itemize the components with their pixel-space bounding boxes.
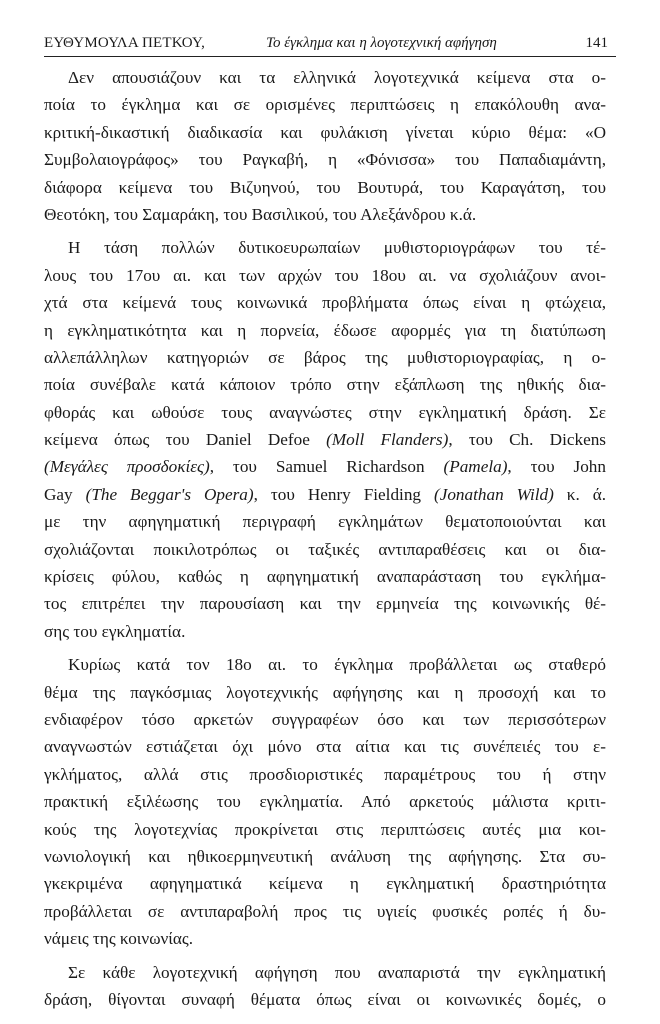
book-title-great-expectations: (Μεγάλες προσδοκίες) (44, 457, 210, 477)
text-run: , του Henry Fielding (253, 484, 434, 504)
header-title: Το έγκλημα και η λογοτεχνική αφήγηση (266, 35, 497, 51)
text-line: Συμβολαιογράφος» του Ραγκαβή, η «Φόνισσα» του Παπαδιαμάντη, (44, 150, 606, 170)
book-title-pamela: (Pamela) (443, 457, 508, 477)
text-line: σης του εγκληματία. (44, 621, 186, 641)
text-line: κούς της λογοτεχνίας προκρίνεται στις περιπτώσεις αυτές μια κοι- (44, 819, 606, 839)
text-run: Gay (44, 484, 86, 504)
text-line: δράση, θίγονται συναφή θέματα όπως είναι οι κοινωνικές δομές, ο (44, 989, 606, 1009)
text-line: λους του 17ου αι. και των αρχών του 18ου αι. να σχολιάζουν ανοι- (44, 265, 606, 285)
body-text (44, 64, 606, 1013)
text-line: αναγνωστών εστιάζεται όχι μόνο στα αίτια και τις συνέπειές του ε- (44, 737, 606, 757)
text-line: νάμεις της κοινωνίας. (44, 929, 194, 949)
running-header (44, 32, 616, 57)
text-line: πρακτική εξιλέωσης του εγκληματία. Από αρκετούς μάλιστα κριτι- (44, 792, 606, 812)
book-title-beggars-opera: (The Beggar's Opera) (85, 484, 254, 504)
text-line: η εγκληματικότητα και η πορνεία, έδωσε αφορμές για τη διατύπωση (44, 320, 606, 340)
text-line: ποία συνέβαλε κατά κάποιον τρόπο στην εξάπλωση της ηθικής δια- (44, 375, 606, 395)
text-line: τος επιτρέπει την παρουσίαση και την ερμηνεία της κοινωνικής θέ- (44, 594, 606, 614)
text-line: Σε κάθε λογοτεχνική αφήγηση που αναπαριστά την εγκληματική (68, 962, 606, 982)
header-author: ΕΥΘΥΜΟΥΛΑ ΠΕΤΚΟΥ, (44, 35, 206, 51)
text-line: νωνιολογική και ηθικοερμηνευτική ανάλυση της αφήγησης. Στα συ- (44, 846, 606, 866)
text-run: , του Ch. Dickens (448, 430, 606, 450)
text-line (44, 426, 606, 453)
text-line: Κυρίως κατά τον 18ο αι. το έγκλημα προβάλλεται ως σταθερό (68, 655, 606, 675)
text-line: σχολιάζονται ποικιλοτρόπως οι ταξικές αντιπαραθέσεις και οι δια- (44, 539, 606, 559)
text-line: ποία το έγκλημα και σε ορισμένες περιπτώσεις η επακόλουθη ανα- (44, 95, 606, 115)
text-line: χτά στα κείμενά τους κοινωνικά προβλήματα όπως είναι η φτώχεια, (44, 293, 606, 313)
paragraph-3 (44, 651, 606, 952)
book-title-jonathan-wild: (Jonathan Wild) (433, 484, 554, 504)
text-line (44, 481, 606, 508)
text-run: κ. ά. (553, 484, 606, 504)
paragraph-4 (44, 959, 606, 1014)
book-title-moll-flanders: (Moll Flanders) (326, 430, 449, 450)
text-line: ενδιαφέρον τόσο αρκετών συγγραφέων όσο και των περισσότερων (44, 709, 606, 729)
text-run: , του Samuel Richardson (209, 457, 444, 477)
text-line: Η τάση πολλών δυτικοευρωπαίων μυθιστοριογράφων του τέ- (68, 238, 606, 258)
text-line: με την αφηγηματική περιγραφή εγκλημάτων θεματοποιούνται και (44, 512, 606, 532)
text-line: αλλεπάλληλων κατηγοριών σε βάρος της μυθιστοριογραφίας, η ο- (44, 347, 606, 367)
text-line: προβάλλεται σε αντιπαραβολή προς τις υγιείς φυσικές ροπές ή δυ- (44, 901, 606, 921)
text-line (44, 453, 606, 480)
paragraph-1 (44, 64, 606, 228)
text-line: Δεν απουσιάζουν και τα ελληνικά λογοτεχνικά κείμενα στα ο- (68, 68, 606, 87)
text-line: φθοράς και ωθούσε τους αναγνώστες στην εγκληματική δράση. Σε (44, 402, 606, 422)
text-line: Θεοτόκη, του Σαμαράκη, του Βασιλικού, του Αλεξάνδρου κ.ά. (44, 204, 477, 224)
text-line: κρίσεις φύλου, καθώς η αφηγηματική αναπαράσταση του εγκλήμα- (44, 567, 606, 587)
text-run: , του John (507, 457, 606, 477)
paragraph-2 (44, 234, 606, 645)
page-number: 141 (585, 35, 608, 51)
text-run: κείμενα όπως του Daniel Defoe (44, 430, 327, 450)
text-line: θέμα της παγκόσμιας λογοτεχνικής αφήγησης και η προσοχή και το (44, 682, 606, 702)
text-line: διάφορα κείμενα του Βιζυηνού, του Βουτυρά, του Καραγάτση, του (44, 177, 606, 197)
text-line: γκεκριμένα αφηγηματικά κείμενα η εγκληματική δραστηριότητα (44, 874, 606, 894)
text-line: κριτική-δικαστική διαδικασία και φυλάκιση γίνεται κύριο θέμα: «Ο (44, 122, 606, 142)
text-line: γκλήματος, αλλά στις προσδιοριστικές παραμέτρους του ή στην (44, 764, 606, 784)
